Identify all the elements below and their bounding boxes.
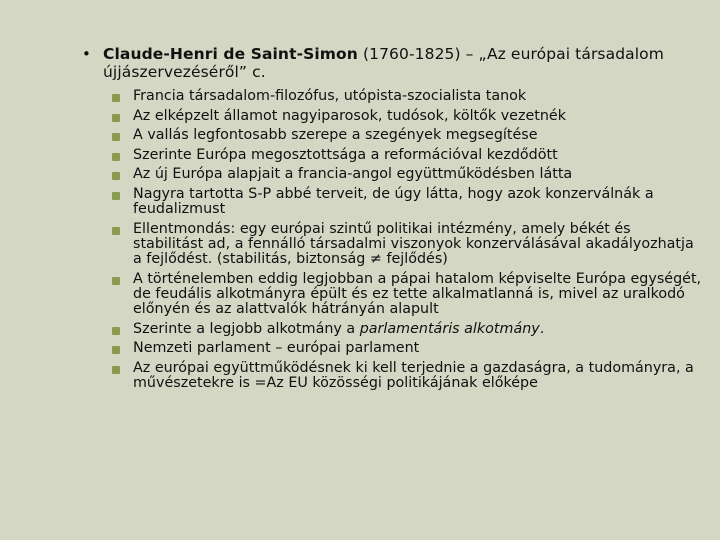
list-item	[112, 128, 702, 143]
square-bullet-icon	[112, 133, 120, 141]
main-bullet-block	[82, 45, 702, 81]
item-tail: .	[539, 320, 545, 337]
list-item	[112, 109, 702, 124]
sub-bullet-list	[112, 89, 702, 396]
item-text: Nemzeti parlament – európai parlament	[133, 340, 420, 357]
item-text: Nagyra tartotta S-P abbé terveit, de úgy látta, hogy azok konzerválnák a feudalizmust	[133, 185, 654, 218]
person-name: Claude-Henri de Saint-Simon	[103, 45, 358, 63]
square-bullet-icon	[112, 114, 120, 122]
list-item	[112, 341, 702, 356]
square-bullet-icon	[112, 227, 120, 235]
item-text: Az elképzelt államot nagyiparosok, tudósok, költők vezetnék	[133, 107, 567, 124]
heading-rest: (1760-1825) – „Az európai társadalom újjászervezéséről” c.	[103, 45, 664, 81]
item-text: Az európai együttműködésnek ki kell terjednie a gazdaságra, a tudományra, a művészetekre is =Az EU közösségi politikájának előképe	[133, 359, 694, 392]
square-bullet-icon	[112, 346, 120, 354]
square-bullet-icon	[112, 172, 120, 180]
item-emphasis: parlamentáris alkotmány	[359, 320, 540, 337]
item-text: Szerinte a legjobb alkotmány a	[133, 320, 360, 337]
main-heading	[103, 45, 702, 81]
list-item	[112, 361, 702, 391]
list-item	[112, 89, 702, 104]
list-item	[112, 187, 702, 217]
item-text: A vallás legfontosabb szerepe a szegények megsegítése	[133, 127, 538, 144]
item-text: Az új Európa alapjait a francia-angol együttműködésben látta	[133, 166, 573, 183]
square-bullet-icon	[112, 94, 120, 102]
list-item	[112, 167, 702, 182]
list-item	[112, 148, 702, 163]
square-bullet-icon	[112, 153, 120, 161]
list-item	[112, 272, 702, 318]
square-bullet-icon	[112, 327, 120, 335]
list-item	[112, 222, 702, 268]
list-item	[112, 322, 702, 337]
item-text: A történelemben eddig legjobban a pápai hatalom képviselte Európa egységét, de feudális alkotmányra épült és ez tette alkalmatlanná is, mivel az uralkodó előnyén és az alattvalók hátrányán alapult	[133, 270, 702, 318]
square-bullet-icon	[112, 277, 120, 285]
main-bullet-dot: •	[82, 45, 91, 63]
square-bullet-icon	[112, 192, 120, 200]
item-text: Szerinte Európa megosztottsága a reformációval kezdődött	[133, 146, 558, 163]
item-text: Francia társadalom-filozófus, utópista-szocialista tanok	[133, 88, 527, 104]
square-bullet-icon	[112, 366, 120, 374]
item-text: Ellentmondás: egy európai szintű politikai intézmény, amely békét és stabilitást ad, a fennálló társadalmi viszonyok konzerválásával akadályozhatja a fejlődést. (stabilitás, biztonság ≠ fejlődés)	[133, 220, 694, 268]
